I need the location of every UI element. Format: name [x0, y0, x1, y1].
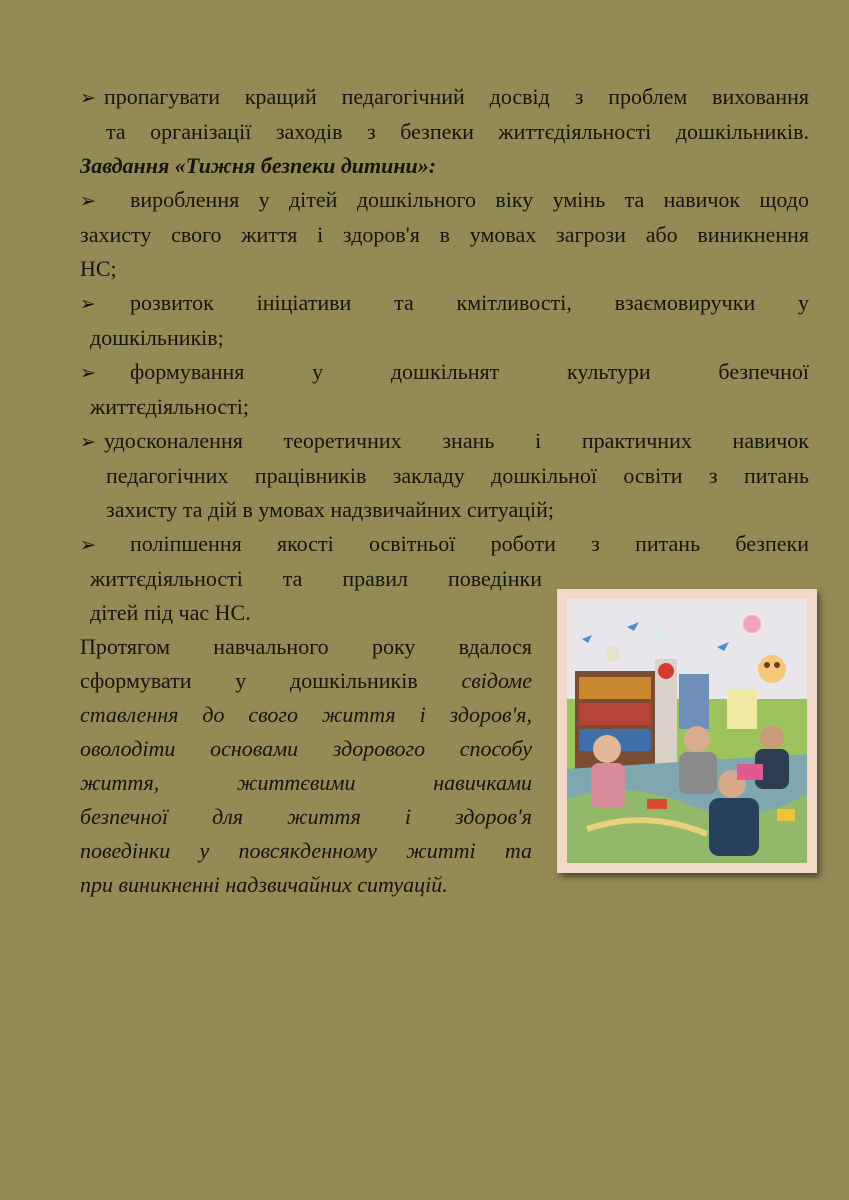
text-line: та організації заходів з безпеки життєдіяльності дошкільників. [106, 119, 809, 144]
text-line: педагогічних працівників закладу дошкільної освіти з питань [106, 463, 809, 488]
text-line: розвиток ініціативи та кмітливості, взаємовиручки у [130, 290, 809, 315]
text-line: ставлення до свого життя і здоров'я, [80, 702, 532, 727]
text-line: НС; [80, 256, 117, 281]
text-line: при виникненні надзвичайних ситуацій. [80, 872, 448, 897]
bullet-arrow-icon: ➢ [80, 534, 96, 556]
text-line: оволодіти основами здорового способу [80, 736, 532, 761]
text-line: життєдіяльності; [90, 394, 250, 419]
bullet-arrow-icon: ➢ [80, 431, 96, 453]
bullet-line [80, 355, 809, 390]
text-line: Протягом навчального року вдалося [80, 634, 532, 659]
text-line: захисту та дій в умовах надзвичайних ситуацій; [106, 497, 555, 522]
text-line: вироблення у дітей дошкільного віку умінь та навичок щодо [130, 187, 809, 212]
text-line: пропагувати кращий педагогічний досвід з проблем виховання [104, 84, 809, 109]
text-line: життєдіяльності та правил поведінки [90, 566, 542, 591]
bullet-line [80, 183, 809, 218]
text-line: дітей під час НС. [90, 600, 251, 625]
text-line: поліпшення якості освітньої роботи з питань безпеки [130, 531, 809, 556]
bullet-arrow-icon: ➢ [80, 293, 96, 315]
text-line: життя, життєвими навичками [80, 770, 532, 795]
text-line: дошкільників; [90, 325, 224, 350]
bullet-line [80, 424, 809, 459]
text-line [80, 664, 532, 698]
bullet-arrow-icon: ➢ [80, 362, 96, 384]
children-playing-photo [567, 599, 807, 863]
text-line: удосконалення теоретичних знань і практичних навичок [104, 428, 809, 453]
text-line: формування у дошкільнят культури безпечної [130, 359, 809, 384]
bullet-line [80, 527, 809, 562]
bullet-arrow-icon: ➢ [80, 87, 96, 109]
bullet-line [80, 286, 809, 321]
text-normal: сформувати у дошкільників [80, 668, 418, 693]
text-line: безпечної для життя і здоров'я [80, 804, 532, 829]
text-italic: свідоме [461, 668, 532, 693]
bullet-line [80, 80, 809, 115]
bullet-arrow-icon: ➢ [80, 190, 96, 212]
text-line: захисту свого життя і здоров'я в умовах загрози або виникнення [80, 222, 809, 247]
section-heading: Завдання «Тижня безпеки дитини»: [80, 153, 437, 178]
photo-frame [557, 589, 817, 873]
text-line: поведінки у повсякденному житті та [80, 838, 532, 863]
